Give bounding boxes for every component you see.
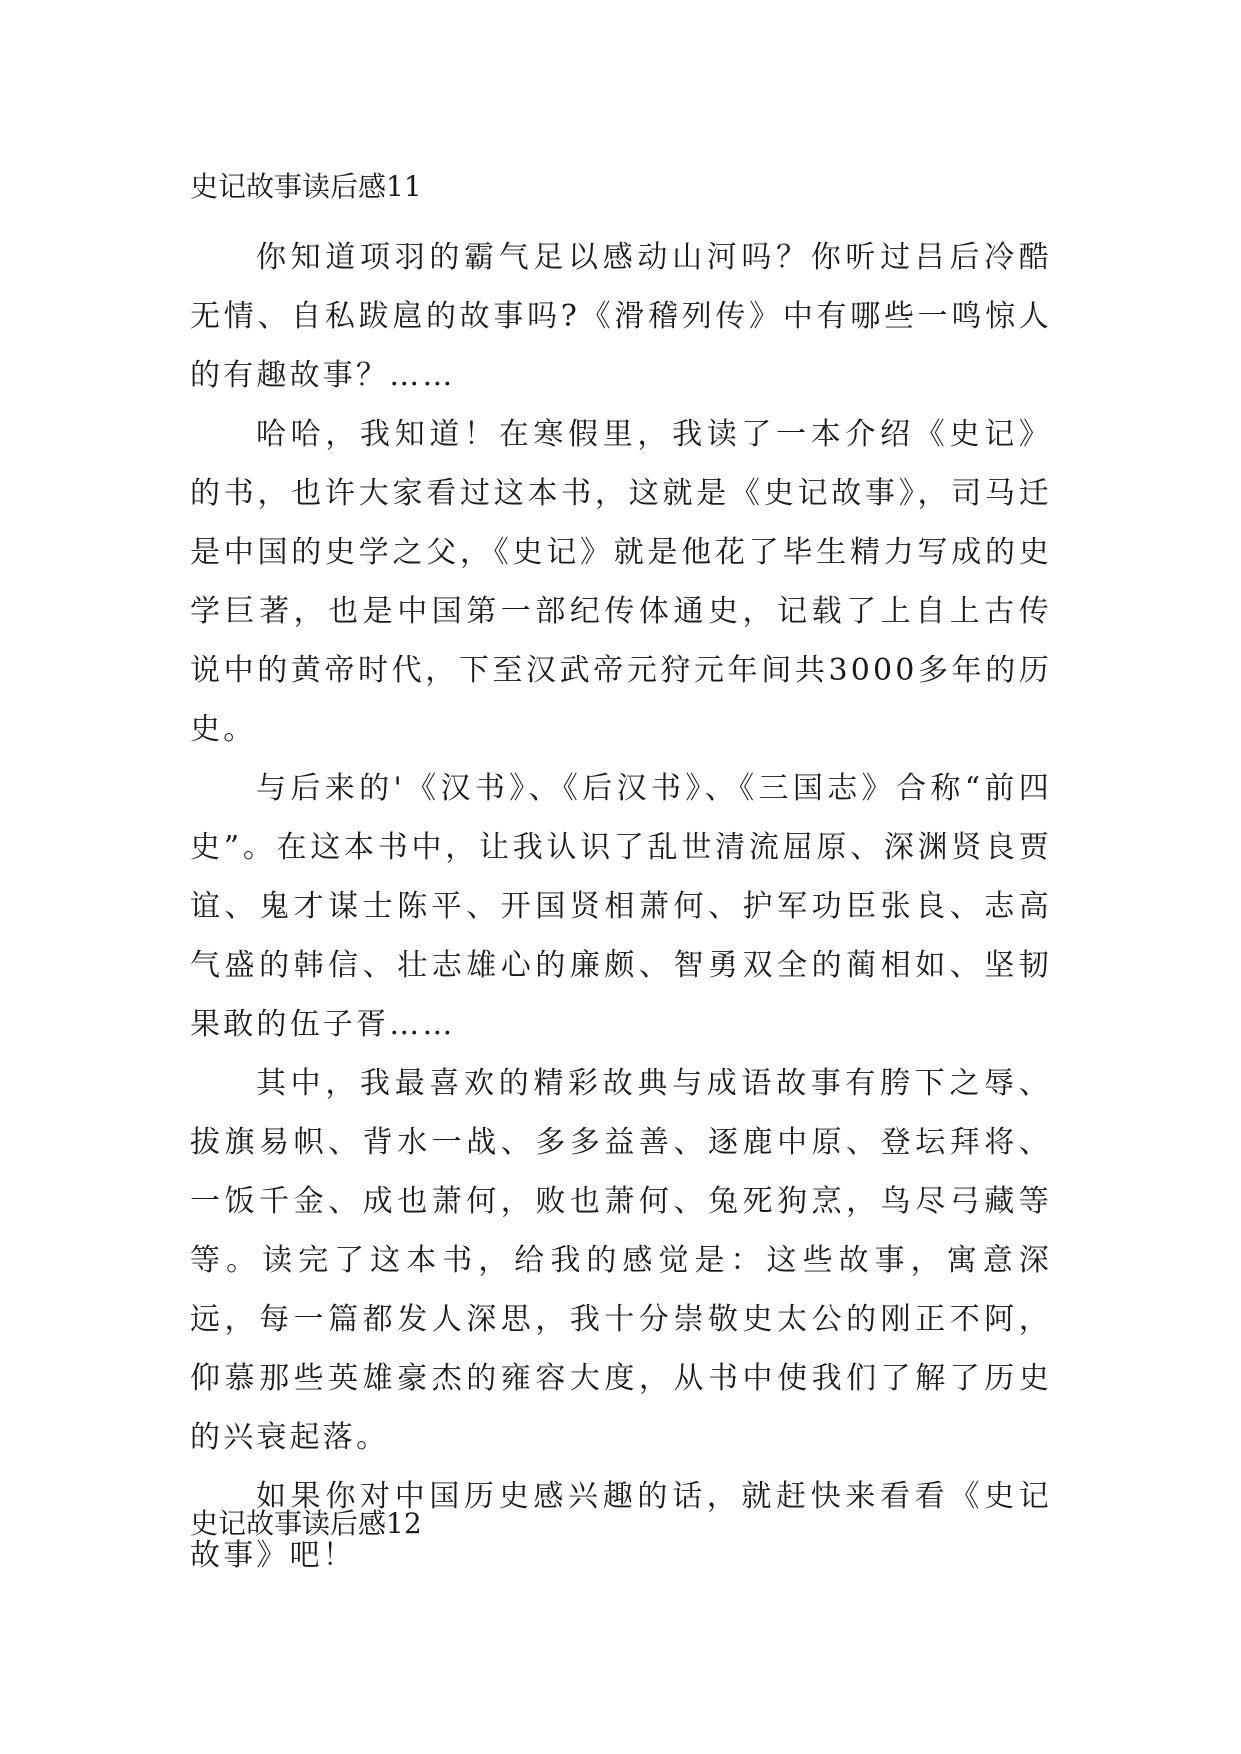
paragraph-3: 与后来的'《汉书》、《后汉书》、《三国志》合称“前四史”。在这本书中，让我认识了乱世清流屈原、深渊贤良贾谊、鬼才谋士陈平、开国贤相萧何、护军功臣张良、志高气盛的韩信、壮志雄心的廉颇、智勇双全的蔺相如、坚韧果敢的伍子胥…… bbox=[190, 771, 1052, 1042]
paragraph-1: 你知道项羽的霸气足以感动山河吗？你听过吕后冷酷无情、自私跋扈的故事吗?《滑稽列传》中有哪些一鸣惊人的有趣故事？…… bbox=[190, 240, 1052, 393]
essay-body bbox=[190, 228, 1052, 1585]
paragraph-4: 其中，我最喜欢的精彩故典与成语故事有胯下之辱、拔旗易帜、背水一战、多多益善、逐鹿中原、登坛拜将、一饭千金、成也萧何，败也萧何、兔死狗烹，鸟尽弓藏等等。读完了这本书，给我的感觉是：这些故事，寓意深远，每一篇都发人深思，我十分崇敬史太公的刚正不阿，仰慕那些英雄豪杰的雍容大度，从书中使我们了解了历史的兴衰起落。 bbox=[190, 1066, 1052, 1455]
paragraph-5: 如果你对中国历史感兴趣的话，就赶快来看看《史记故事》吧！ bbox=[190, 1479, 1052, 1573]
section-title-11: 史记故事读后感11 bbox=[190, 170, 422, 203]
section-title-12: 史记故事读后感12 bbox=[190, 1507, 422, 1540]
paragraph-2: 哈哈，我知道！在寒假里，我读了一本介绍《史记》的书，也许大家看过这本书，这就是《史记故事》，司马迁是中国的史学之父，《史记》就是他花了毕生精力写成的史学巨著，也是中国第一部纪传体通史，记载了上自上古传说中的黄帝时代，下至汉武帝元狩元年间共3000多年的历史。 bbox=[190, 417, 1052, 747]
